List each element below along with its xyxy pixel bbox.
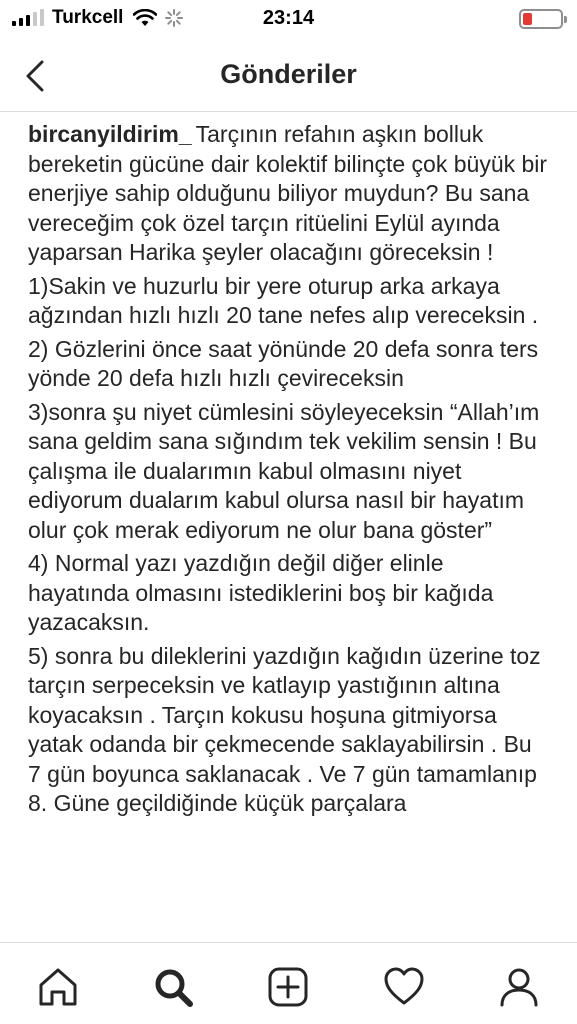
battery-level-fill [523, 13, 532, 25]
status-time: 23:14 [262, 7, 315, 29]
heart-icon [382, 965, 426, 1009]
post-caption [28, 120, 548, 942]
nav-header [0, 40, 577, 112]
tab-new-post[interactable] [264, 963, 312, 1011]
add-post-icon [266, 965, 310, 1009]
caption-intro-text: Tarçının refahın aşkın bolluk bereketin gücüne dair kolektif bilinçte çok büyük bir enerjiye sahip olduğunu biliyor muydun? Bu sana vereceğim çok özel tarçın ritüelini Eylül ayında yaparsan Harika şeyler olacağını göreceksin ! [28, 121, 548, 265]
caption-step-5: 5) sonra bu dileklerini yazdığın kağıdın üzerine toz tarçın serpeceksin ve katlayıp yastığının altına koyacaksın . Tarçın kokusu hoşuna gitmiyorsa yatak odanda bir çekmecende saklayabilirsin . Bu 7 gün boyunca saklanacak . Ve 7 gün tamamlanıp 8. Güne geçildiğinde küçük parçalara [28, 642, 541, 816]
bottom-tab-bar [0, 942, 577, 1024]
tab-profile[interactable] [495, 963, 543, 1011]
status-bar [0, 0, 577, 40]
post-username[interactable]: bircanyildirim_ [28, 121, 192, 147]
tab-search[interactable] [149, 963, 197, 1011]
caption-step-4: 4) Normal yazı yazdığın değil diğer elinle hayatında olmasını istediklerini boş bir kağıda yazacaksın. [28, 550, 494, 635]
caption-step-2: 2) Gözlerini önce saat yönünde 20 defa sonra ters yönde 20 defa hızlı hızlı çevireceksin [28, 335, 539, 391]
battery-icon [519, 9, 563, 29]
tab-activity[interactable] [380, 963, 428, 1011]
search-icon [151, 965, 195, 1009]
caption-intro [28, 120, 548, 268]
caption-step-3: 3)sonra şu niyet cümlesini söyleyeceksin “Allah’ım sana geldim sana sığındım tek vekilim sensin ! Bu çalışma ile dualarımın kabul olmasını niyet ediyorum dualarım kabul olursa nasıl bir hayatım olur çok merak ediyorum ne olur bana göster” [28, 398, 540, 543]
page-title: Gönderiler [220, 59, 357, 89]
caption-step-1: 1)Sakin ve huzurlu bir yere oturup arka arkaya ağzından hızlı hızlı 20 tane nefes alıp vereceksin . [28, 272, 539, 328]
profile-icon [497, 965, 541, 1009]
tab-home[interactable] [34, 963, 82, 1011]
home-icon [36, 965, 80, 1009]
carrier-name: Turkcell [52, 7, 124, 28]
